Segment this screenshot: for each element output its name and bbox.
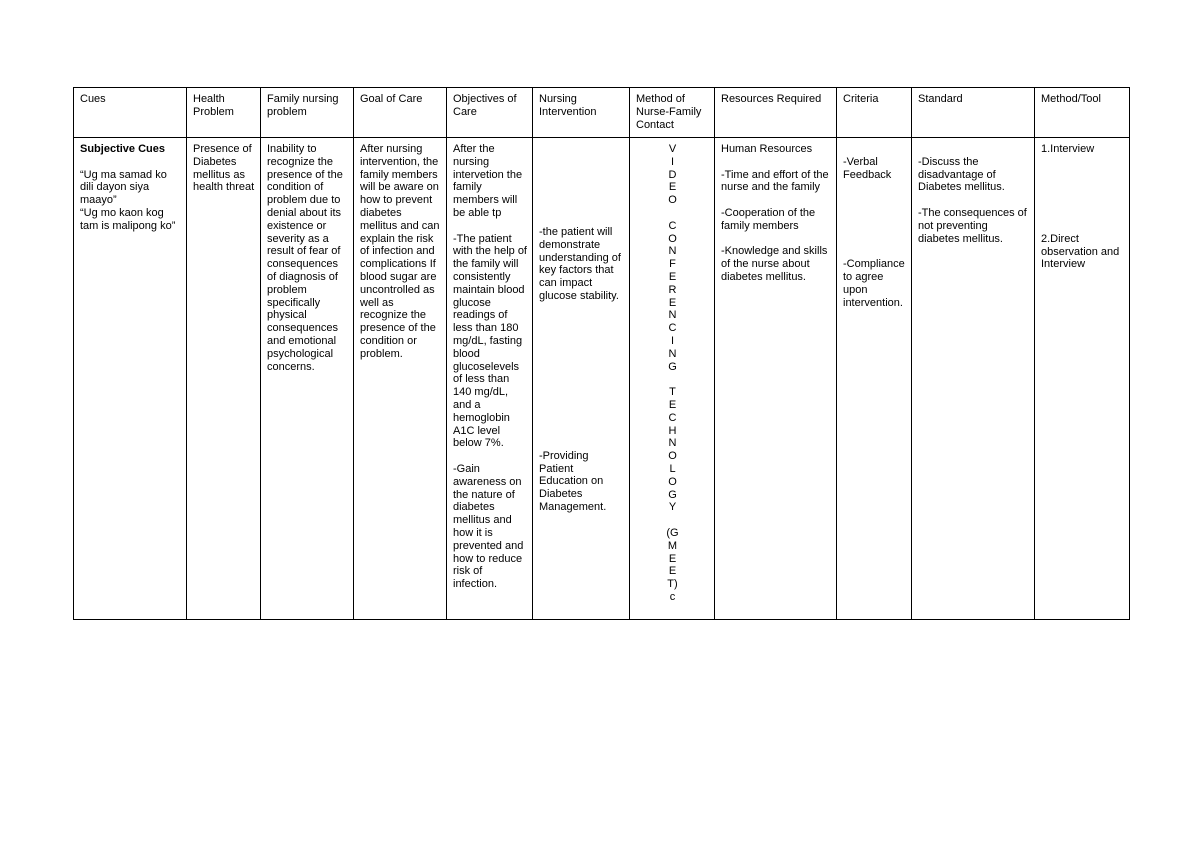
header-standard: Standard <box>912 88 1035 138</box>
resource-cooperation: -Cooperation of the family members <box>721 206 819 232</box>
spacer <box>721 156 831 169</box>
spacer <box>721 194 831 207</box>
cell-goal-of-care <box>354 138 447 620</box>
method-letter: N <box>668 347 677 360</box>
spacer <box>453 220 527 233</box>
resource-knowledge: -Knowledge and skills of the nurse about diabetes mellitus. <box>721 245 831 283</box>
cell-cues <box>74 138 187 620</box>
method-letter: C <box>668 219 677 232</box>
standard-disadvantage: -Discuss the disadvantage of Diabetes mellitus. <box>918 155 1005 194</box>
family-nursing-care-plan-table <box>73 87 1130 620</box>
method-letter: c <box>669 590 676 603</box>
criteria-verbal-feedback: -Verbal Feedback <box>843 155 892 181</box>
method-letter: C <box>668 411 677 424</box>
method-letter: G <box>668 488 677 501</box>
cell-family-nursing-problem <box>261 138 354 620</box>
header-nursing-intervention: Nursing Intervention <box>533 88 630 138</box>
header-method-of-contact: Method of Nurse-Family Contact <box>630 88 715 138</box>
method-letter: I <box>670 155 675 168</box>
cell-nursing-intervention <box>533 138 630 620</box>
method-letter: T) <box>667 578 678 591</box>
method-letter: F <box>669 258 676 271</box>
method-letter: G <box>668 360 677 373</box>
method-letter: (G <box>666 526 679 539</box>
criteria-compliance: -Compliance to agree upon intervention. <box>843 258 908 309</box>
method-letter: E <box>668 270 677 283</box>
spacer <box>453 450 527 463</box>
table-header-row <box>74 88 1130 138</box>
method-letter: L <box>669 462 676 475</box>
method-letter: O <box>668 475 677 488</box>
intervention-2: -Providing Patient Education on Diabetes Management. <box>539 449 607 513</box>
spacer <box>80 156 181 169</box>
method-direct-observation: 2.Direct observation and Interview <box>1041 232 1123 271</box>
method-letter: E <box>668 296 677 309</box>
health-problem-text: Presence of Diabetes mellitus as health threat <box>193 143 255 194</box>
method-letter: Y <box>668 501 677 514</box>
cell-method-tool <box>1035 138 1130 620</box>
header-goal-of-care: Goal of Care <box>354 88 447 138</box>
cell-health-problem <box>187 138 261 620</box>
intervention-1: -the patient will demonstrate understanding of key factors that can impact glucose stability. <box>539 226 625 302</box>
method-letter: V <box>668 143 677 155</box>
spacer <box>843 181 906 258</box>
spacer <box>721 233 831 246</box>
method-letter: C <box>668 322 677 335</box>
standard-consequences: -The consequences of not preventing diabetes mellitus. <box>918 206 1030 245</box>
method-letter: I <box>670 334 675 347</box>
header-cues: Cues <box>74 88 187 138</box>
table-row <box>74 138 1130 620</box>
family-nursing-problem-text: Inability to recognize the presence of the condition of problem due to denial about its existence or severity as a result of fear of consequences of diagnosis of problem specifically physical consequences and emotional psychological concerns. <box>267 143 346 373</box>
cell-standard <box>912 138 1035 620</box>
spacer <box>843 143 906 156</box>
cue-quote-1: “Ug ma samad ko dili dayon siya maayo” <box>80 168 170 207</box>
cell-objectives-of-care <box>447 138 533 620</box>
spacer <box>1041 156 1124 233</box>
header-family-nursing-problem: Family nursing problem <box>261 88 354 138</box>
method-letter <box>636 514 709 527</box>
spacer <box>539 303 624 450</box>
method-letter: N <box>668 309 677 322</box>
method-letter: O <box>668 450 677 463</box>
header-resources-required: Resources Required <box>715 88 837 138</box>
method-letter: M <box>667 539 678 552</box>
cell-criteria <box>837 138 912 620</box>
method-interview: 1.Interview <box>1041 143 1095 155</box>
method-letter: D <box>668 168 677 181</box>
method-letter: O <box>668 232 677 245</box>
method-letter: N <box>668 245 677 258</box>
method-letter: E <box>668 398 677 411</box>
care-plan-page <box>73 87 1129 620</box>
spacer <box>539 143 624 226</box>
method-letter: E <box>668 552 677 565</box>
method-letter <box>636 207 709 220</box>
method-letter: E <box>668 565 677 578</box>
objective-glucose: -The patient with the help of the family will consistently maintain blood glucose readings of less than 180 mg/dL, fasting blood glucoselevels of less than 140 mg/dL, and a hemoglobin A1C level below 7%. <box>453 232 531 450</box>
resource-time-effort: -Time and effort of the nurse and the family <box>721 168 832 194</box>
cell-resources-required <box>715 138 837 620</box>
spacer <box>918 194 1029 207</box>
method-letter: N <box>668 437 677 450</box>
header-health-problem: Health Problem <box>187 88 261 138</box>
objective-intro: After the nursing intervetion the family members will be able tp <box>453 143 526 219</box>
header-objectives-of-care: Objectives of Care <box>447 88 533 138</box>
resources-heading: Human Resources <box>721 143 813 155</box>
method-letter <box>636 373 709 386</box>
method-letter: E <box>668 181 677 194</box>
header-method-tool: Method/Tool <box>1035 88 1130 138</box>
header-criteria: Criteria <box>837 88 912 138</box>
subjective-cues-title: Subjective Cues <box>80 143 165 155</box>
vertical-method-text <box>636 143 709 604</box>
method-letter: T <box>669 386 676 399</box>
cell-method-of-contact <box>630 138 715 620</box>
spacer <box>918 143 1029 156</box>
method-letter: O <box>668 194 677 207</box>
objective-awareness: -Gain awareness on the nature of diabetes mellitus and how it is prevented and how to reduce risk of infection. <box>453 462 527 591</box>
goal-of-care-text: After nursing intervention, the family members will be aware on how to prevent diabetes mellitus and can explain the risk of infection and complications If blood sugar are uncontrolled as well as recognize the presence of the condition or problem. <box>360 143 443 360</box>
method-letter: R <box>668 283 677 296</box>
cue-quote-2: “Ug mo kaon kog tam is malipong ko” <box>80 206 176 232</box>
method-letter: H <box>668 424 677 437</box>
